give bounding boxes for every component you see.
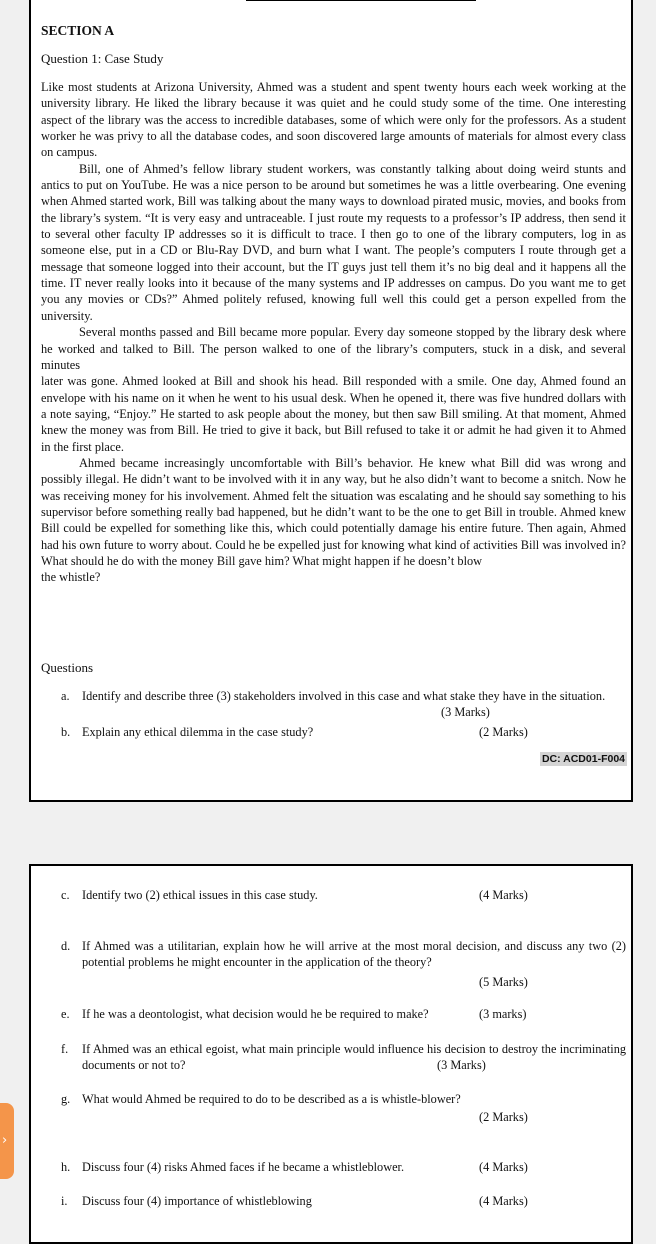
paragraph: Several months passed and Bill became more popular. Every day someone stopped by the library desk where he worked and talked to Bill. The person walked to one of the library’s computers, stuck in a disk, and several minutes bbox=[41, 325, 626, 372]
question-marks: (3 Marks) bbox=[437, 1057, 486, 1072]
question-item bbox=[31, 1160, 626, 1176]
question-text: Explain any ethical dilemma in the case study? bbox=[82, 725, 314, 739]
paragraph: Bill, one of Ahmed’s fellow library student workers, was constantly talking about doing weird stunts and antics to put on YouTube. He was a nice person to be around but sometimes he was a little overbearing. One evening when Ahmed started work, Bill was talking about the many ways to download pirated music, movies, and books from the library’s system. “It is very easy and untraceable. I just route my requests to a professor’s IP address, then send it to several other faculty IP addresses so it is difficult to trace. I then go to one of the library computers, log in as someone else, put in a CD or Blu-Ray DVD, and burn what I want. The people’s computers I route through get a message that someone logged into their account, but the IT guys just tell them it’s no big deal and it happens all the time. IT never really looks into it because of the many systems and IP addresses on campus. Do you want me to get you any movies or CDs?” Ahmed politely refused, knowing full well this could get a person expelled from the university. bbox=[41, 161, 626, 323]
page-2 bbox=[29, 864, 633, 1244]
chevron-right-icon: › bbox=[2, 1133, 8, 1148]
question-marks: (4 Marks) bbox=[479, 1194, 528, 1208]
question-text: If Ahmed was an ethical egoist, what main principle would influence his decision to destroy the incriminating documents or not to? bbox=[82, 1042, 626, 1072]
document-code: DC: ACD01-F004 bbox=[541, 753, 625, 765]
question-item bbox=[31, 1194, 626, 1210]
side-tab[interactable] bbox=[0, 1103, 14, 1179]
paragraph: later was gone. Ahmed looked at Bill and shook his head. Bill responded with a smile. One day, Ahmed found an envelope with his name on it when he went to his usual desk. When he opened it, there was five hundred dollars with a note saying, “Enjoy.” He started to ask people about the money, but then saw Bill smiling. At that moment, Ahmed knew the money was from Bill. He tried to give it back, but Bill refused to take it or admit he had given it to Ahmed in the first place. bbox=[41, 374, 626, 454]
question-marks: (5 Marks) bbox=[479, 975, 528, 989]
questions-heading: Questions bbox=[41, 660, 93, 675]
question-letter: c. bbox=[61, 888, 70, 902]
question-text: Discuss four (4) risks Ahmed faces if he became a whistleblower. bbox=[82, 1160, 405, 1174]
question-letter: d. bbox=[61, 939, 71, 953]
question-title: Question 1: Case Study bbox=[41, 51, 164, 66]
top-rule bbox=[246, 0, 476, 1]
question-marks: (4 Marks) bbox=[479, 888, 528, 902]
question-item bbox=[31, 725, 626, 741]
question-marks: (4 Marks) bbox=[479, 1160, 528, 1174]
question-text: If Ahmed was a utilitarian, explain how he will arrive at the most moral decision, and discuss any two (2) potential problems he might encounter in the application of the theory? bbox=[82, 939, 626, 969]
paragraph: the whistle? bbox=[41, 570, 101, 585]
question-item bbox=[31, 939, 626, 989]
question-text: Identify and describe three (3) stakeholders involved in this case and what stake they have in the situation. bbox=[82, 689, 606, 703]
section-title: SECTION A bbox=[41, 23, 115, 38]
question-letter: e. bbox=[61, 1007, 70, 1021]
question-letter: f. bbox=[61, 1042, 69, 1056]
case-study-text bbox=[41, 79, 626, 586]
question-item bbox=[31, 1092, 626, 1124]
question-letter: b. bbox=[61, 725, 71, 739]
question-marks: (3 Marks) bbox=[441, 704, 490, 719]
question-text: Identify two (2) ethical issues in this case study. bbox=[82, 888, 318, 902]
question-item bbox=[31, 888, 626, 904]
paragraph: Like most students at Arizona University, Ahmed was a student and spent twenty hours each week working at the university library. He liked the library because it was quiet and he could study some of the time. One interesting aspect of the library was the access to incredible databases, some of which were only for the professors. As a student worker he was privy to all the database codes, and soon discovered large amounts of materials for almost every class on campus. bbox=[41, 80, 626, 160]
question-letter: i. bbox=[61, 1194, 68, 1208]
question-item bbox=[31, 1007, 626, 1023]
question-item bbox=[31, 1042, 626, 1073]
question-marks: (2 Marks) bbox=[479, 1110, 528, 1124]
question-item bbox=[31, 689, 626, 719]
question-text: Discuss four (4) importance of whistleblowing bbox=[82, 1194, 312, 1208]
question-text: If he was a deontologist, what decision would he be required to make? bbox=[82, 1007, 429, 1021]
page-1 bbox=[29, 0, 633, 802]
question-letter: g. bbox=[61, 1092, 71, 1106]
question-letter: h. bbox=[61, 1160, 71, 1174]
question-letter: a. bbox=[61, 689, 70, 703]
question-marks: (2 Marks) bbox=[479, 725, 528, 739]
question-marks: (3 marks) bbox=[479, 1007, 527, 1021]
question-text: What would Ahmed be required to do to be described as a is whistle-blower? bbox=[82, 1092, 461, 1106]
paragraph: Ahmed became increasingly uncomfortable with Bill’s behavior. He knew what Bill did was wrong and possibly illegal. He didn’t want to be involved with it in any way, but he also didn’t want to become a snitch. Now he was receiving money for his involvement. Ahmed felt the situation was escalating and he should say something to his supervisor before something really bad happened, but he didn’t want to be the one to get Bill in trouble. Ahmed knew Bill could be expelled for something like this, which could potentially damage his entire future. Then again, Ahmed had his own future to worry about. Could he be expelled just for knowing what kind of activities Bill was involved in? What should he do with the money Bill gave him? What might happen if he doesn’t blow bbox=[41, 455, 626, 568]
